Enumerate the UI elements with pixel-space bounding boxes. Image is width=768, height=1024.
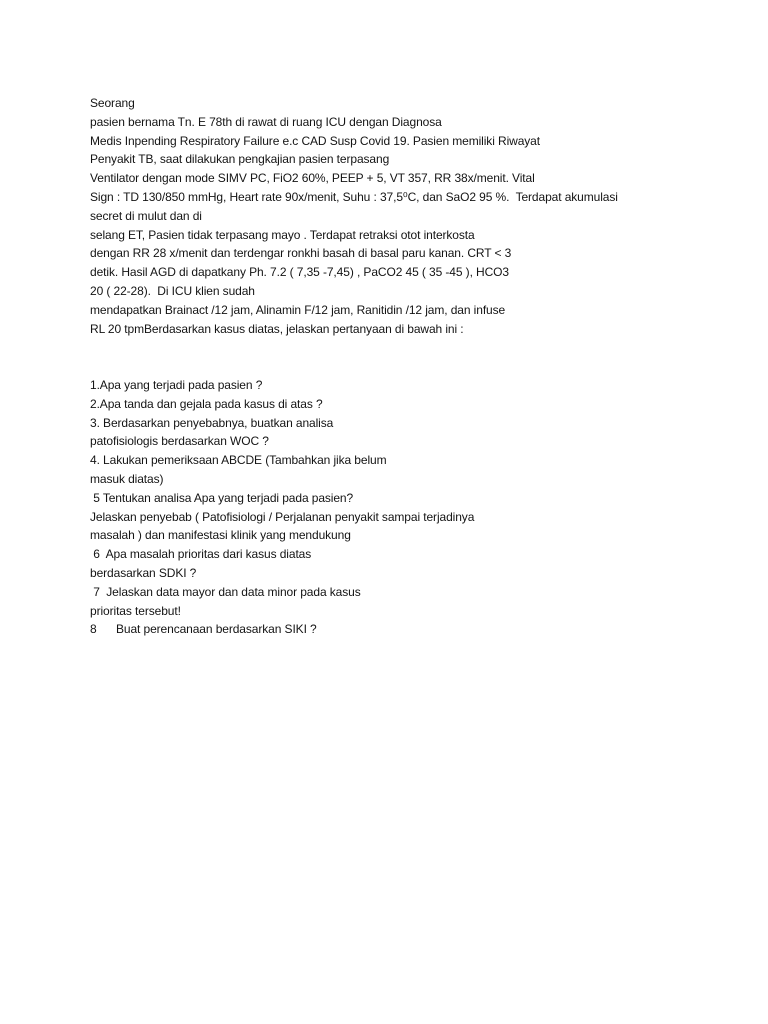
case-line: Sign : TD 130/850 mmHg, Heart rate 90x/menit, Suhu : 37,5⁰C, dan SaO2 95 %. Terdapat akumulasi bbox=[90, 189, 618, 204]
question-line: 6 Apa masalah prioritas dari kasus diatas bbox=[90, 547, 312, 562]
question-line: 8 Buat perencanaan berdasarkan SIKI ? bbox=[90, 622, 317, 637]
case-line: Medis Inpending Respiratory Failure e.c CAD Susp Covid 19. Pasien memiliki Riwayat bbox=[90, 133, 540, 148]
paragraph-gap bbox=[90, 338, 710, 357]
question-line: patofisiologis berdasarkan WOC ? bbox=[90, 434, 269, 449]
case-line: Penyakit TB, saat dilakukan pengkajian pasien terpasang bbox=[90, 152, 390, 167]
case-line: Ventilator dengan mode SIMV PC, FiO2 60%, PEEP + 5, VT 357, RR 38x/menit. Vital bbox=[90, 171, 535, 186]
case-line: detik. Hasil AGD di dapatkany Ph. 7.2 ( 7,35 -7,45) , PaCO2 45 ( 35 -45 ), HCO3 bbox=[90, 265, 509, 280]
question-line: Jelaskan penyebab ( Patofisiologi / Perjalanan penyakit sampai terjadinya bbox=[90, 509, 475, 524]
case-line: RL 20 tpmBerdasarkan kasus diatas, jelaskan pertanyaan di bawah ini : bbox=[90, 321, 464, 336]
question-list bbox=[90, 376, 710, 639]
question-line: 5 Tentukan analisa Apa yang terjadi pada pasien? bbox=[90, 490, 354, 505]
document-text bbox=[90, 94, 710, 639]
case-line: pasien bernama Tn. E 78th di rawat di ruang ICU dengan Diagnosa bbox=[90, 114, 442, 129]
question-line: 4. Lakukan pemeriksaan ABCDE (Tambahkan jika belum bbox=[90, 453, 387, 468]
case-line: Seorang bbox=[90, 96, 135, 110]
question-line: 7 Jelaskan data mayor dan data minor pada kasus bbox=[90, 584, 361, 599]
question-line: prioritas tersebut! bbox=[90, 603, 181, 618]
case-line: secret di mulut dan di bbox=[90, 208, 202, 223]
case-description bbox=[90, 94, 710, 338]
question-line: 2.Apa tanda dan gejala pada kasus di atas ? bbox=[90, 396, 323, 411]
question-line: berdasarkan SDKI ? bbox=[90, 565, 197, 580]
question-line: 1.Apa yang terjadi pada pasien ? bbox=[90, 377, 263, 392]
case-line: mendapatkan Brainact /12 jam, Alinamin F/12 jam, Ranitidin /12 jam, dan infuse bbox=[90, 302, 506, 317]
case-line: dengan RR 28 x/menit dan terdengar ronkhi basah di basal paru kanan. CRT < 3 bbox=[90, 246, 512, 261]
question-line: 3. Berdasarkan penyebabnya, buatkan analisa bbox=[90, 415, 334, 430]
question-line: masalah ) dan manifestasi klinik yang mendukung bbox=[90, 528, 351, 543]
case-line: 20 ( 22-28). Di ICU klien sudah bbox=[90, 283, 255, 298]
paragraph-gap bbox=[90, 357, 710, 376]
question-line: masuk diatas) bbox=[90, 471, 164, 486]
case-line: selang ET, Pasien tidak terpasang mayo . Terdapat retraksi otot interkosta bbox=[90, 227, 475, 242]
